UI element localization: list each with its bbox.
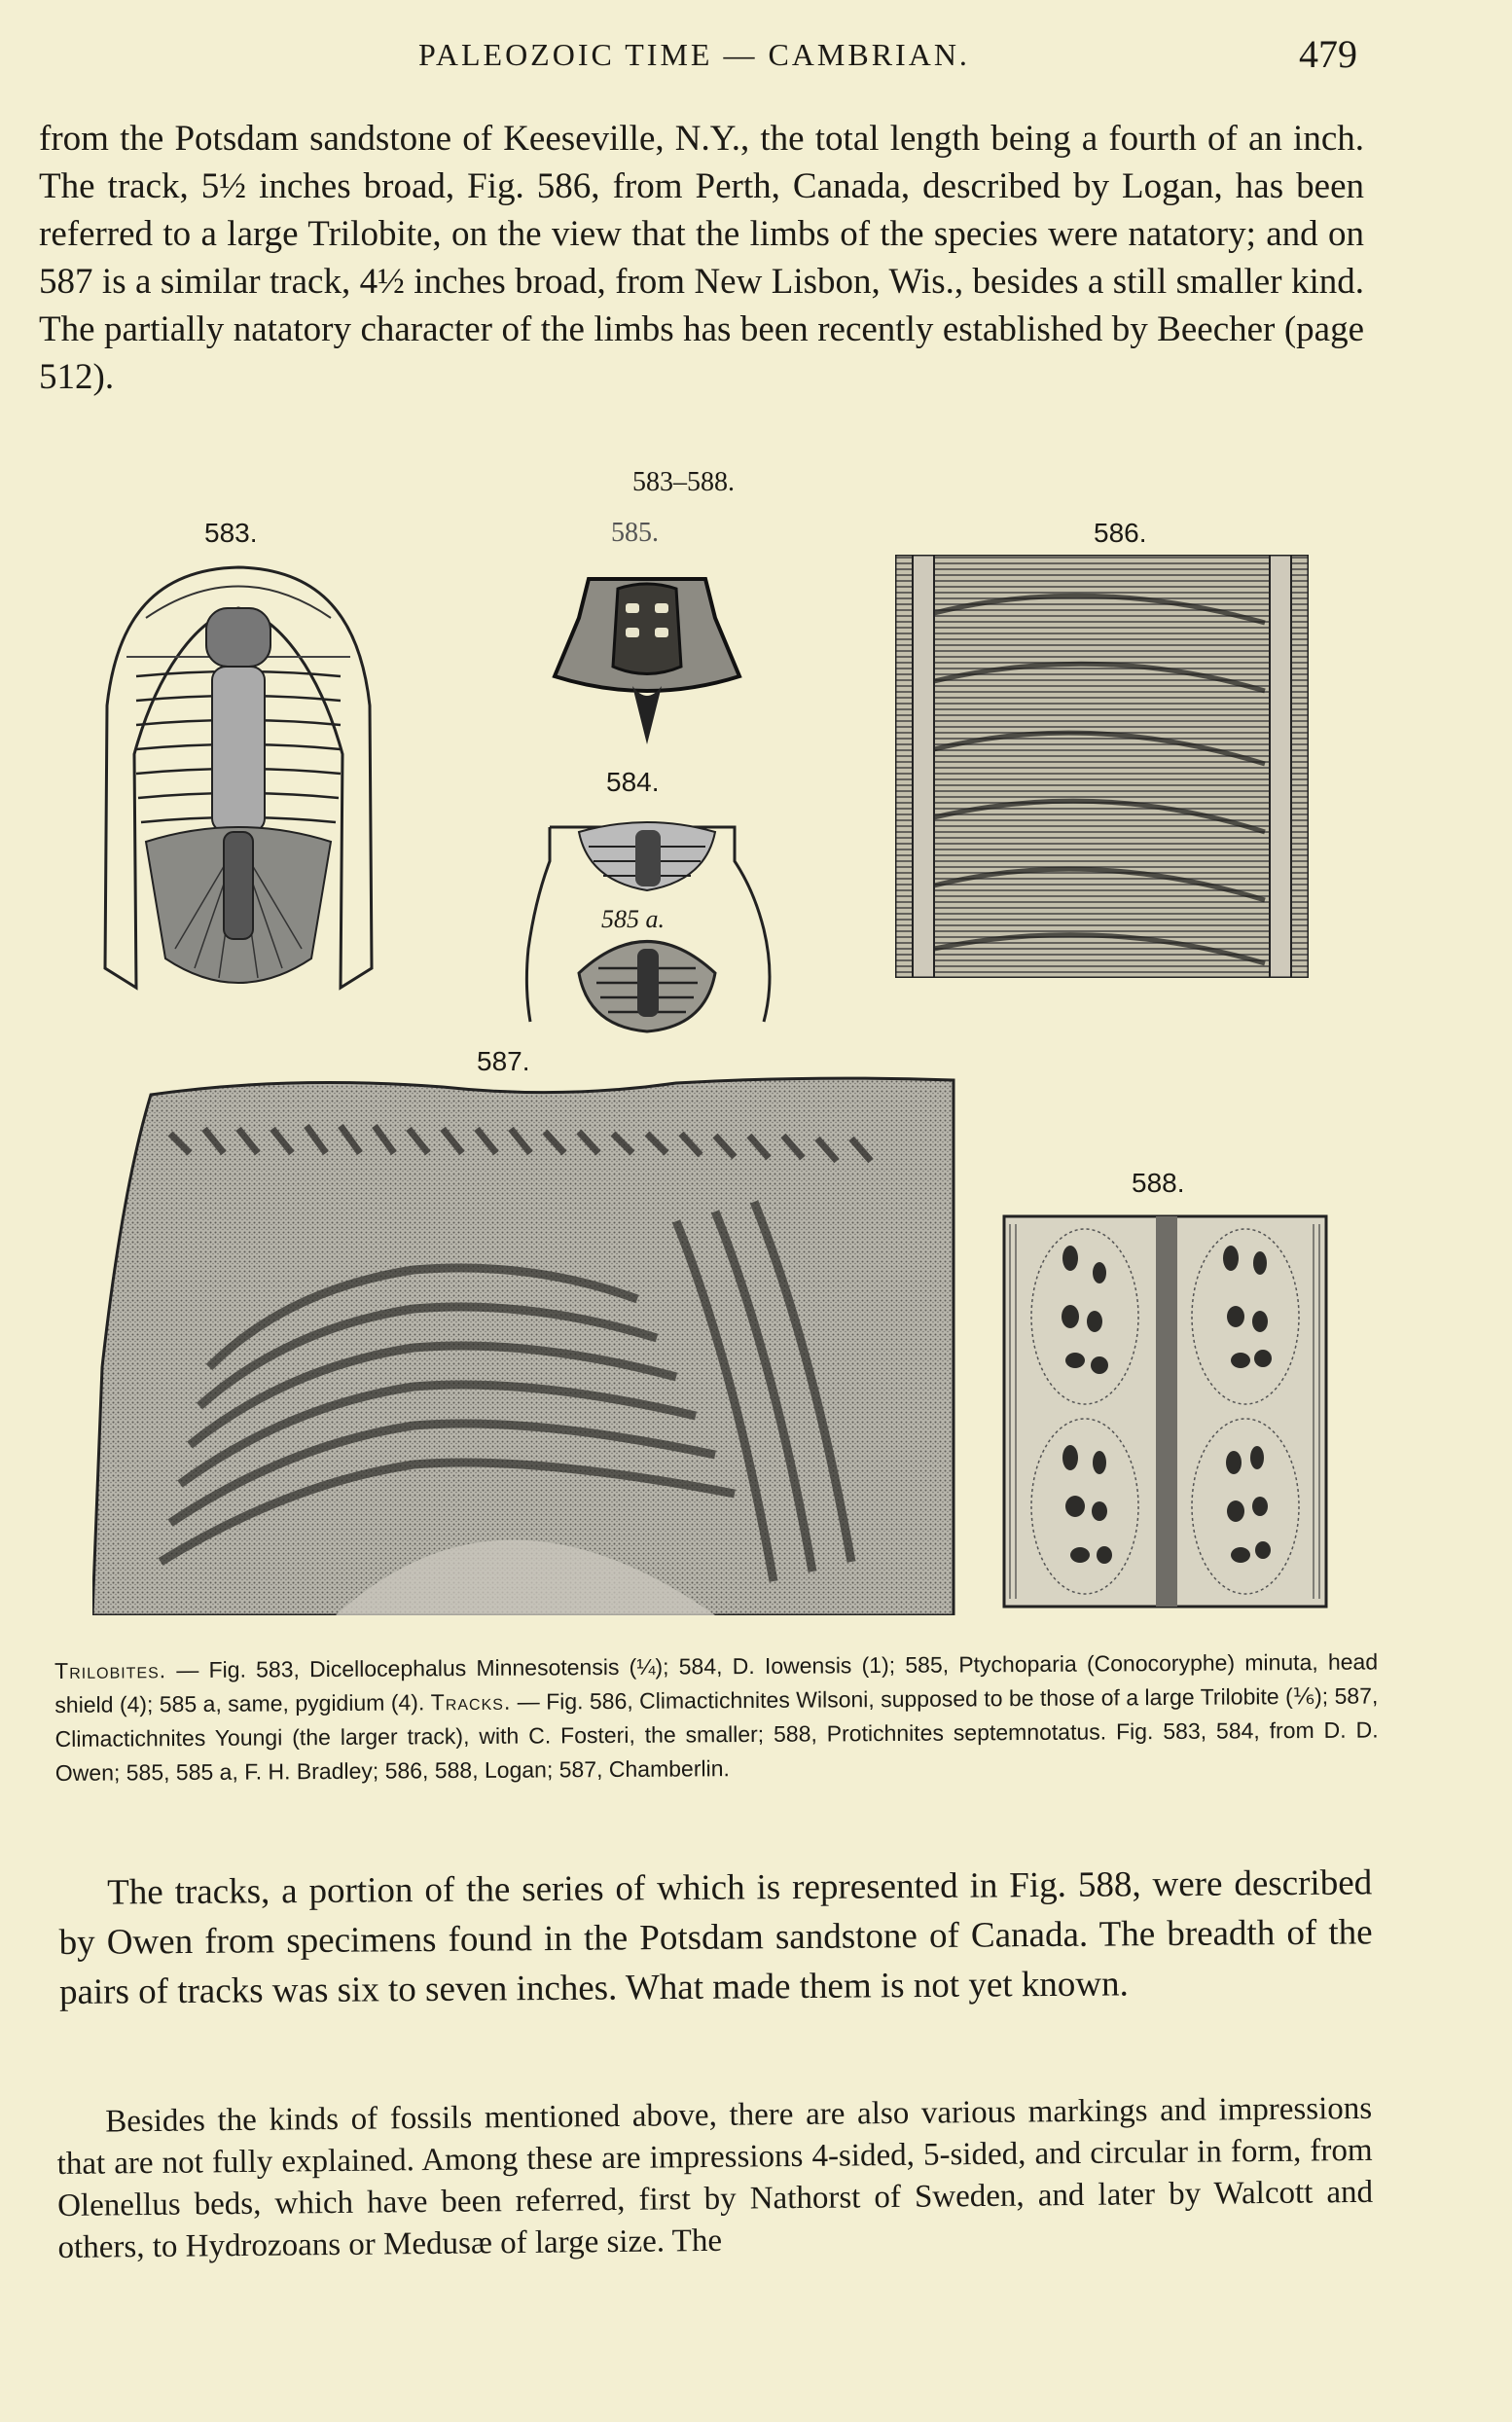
caption-text-tracks: — Fig. 586, Climactichnites Wilsoni, supposed to be those of a large Trilobite (⅙); 587, Climactichnites Youngi (the larger track), with C. Fosteri, the smaller; 588, Protichnites septemnotatus. Fig. 583, 584, from D. D. Owen; 585, 585 a, F. H. Bradley; 586, 588, Logan; 587, Chamberlin. [54,1682,1379,1786]
trilobite-583-drawing [97,560,379,1007]
running-title: PALEOZOIC TIME — CAMBRIAN. [418,37,970,72]
body-paragraph-3: Besides the kinds of fossils mentioned above, there are also various markings and impressions that are not fully explained. Among these are impressions 4-sided, 5-sided, and circular in form, from Olenellus beds, which have been referred, first by Nathorst of Sweden, and later by Walcott and others, to Hydrozoans or Medusæ of large size. The [56,2090,1374,2265]
figure-label-585: 585. [611,518,659,548]
figure-label-586: 586. [1094,518,1147,548]
running-head [0,27,1512,86]
body-paragraph-2: The tracks, a portion of the series of which is represented in Fig. 588, were described by Owen from specimens found in the Potsdam sandstone of Canada. The breadth of the pairs of tracks was six to seven inches. What made them is not yet known. [58,1862,1373,2012]
figure-label-587: 587. [477,1046,530,1076]
figure-586-track [895,555,1309,978]
track-slab-587-drawing [92,1075,958,1615]
caption-text-trilobites: — Fig. 583, Dicellocephalus Minnesotensis (¼); 584, D. Iowensis (1); 585, Ptychoparia (Conocoryphe) minuta, head shield (4); 585 a, same, pygidium (4). [54,1648,1379,1717]
trilobite-584-drawing [521,803,774,1041]
figure-label-583: 583. [204,518,258,548]
head-shield-585-drawing [550,560,744,754]
figure-caption [54,1645,1379,1790]
figure-label-584: 584. [606,767,660,797]
figure-label-588: 588. [1132,1168,1185,1198]
track-586-drawing [895,555,1309,978]
track-panels-588-drawing [1002,1214,1328,1609]
figure-588-track-panels [1002,1214,1328,1609]
body-paragraph-1: from the Potsdam sandstone of Keeseville, N.Y., the total length being a fourth of an inch. The track, 5½ inches broad, Fig. 586, from Perth, Canada, described by Logan, has been referred to a large Trilobite, on the view that the limbs of the species were natatory; and on 587 is a similar track, 4½ inches broad, from New Lisbon, Wis., besides a still smaller kind. The partially natatory character of the limbs has been recently established by Beecher (page 512). [39,119,1364,397]
caption-lead-tracks: Tracks. [430,1688,512,1716]
figure-585-head-shield [550,560,744,754]
caption-lead-trilobites: Trilobites. [54,1657,167,1683]
figure-label-585a: 585 a. [601,905,665,933]
figure-584-585a [521,803,774,1041]
figure-583-trilobite [97,560,379,1007]
page-number: 479 [1299,32,1357,76]
figure-587-track-slab [92,1075,958,1615]
figure-group-label: 583–588. [632,467,735,497]
